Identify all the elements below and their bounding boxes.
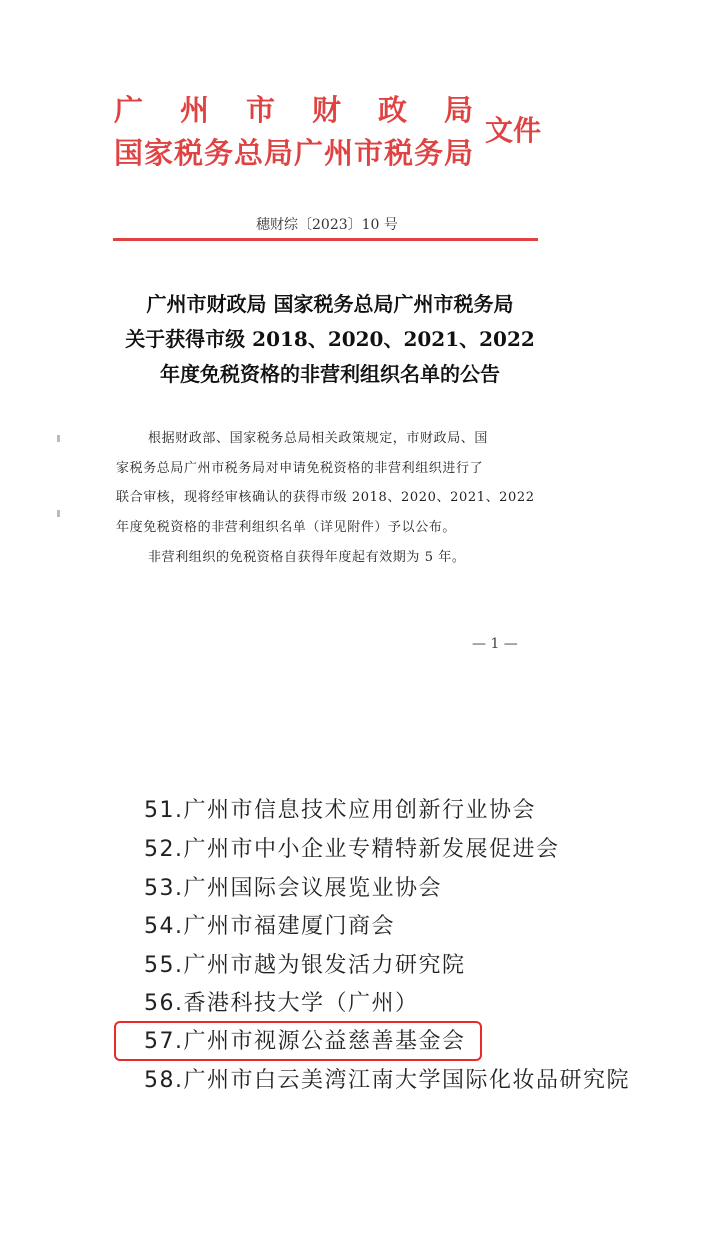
list-item: 51.广州市信息技术应用创新行业协会	[144, 798, 536, 823]
doc-type-label: 文件	[485, 114, 542, 147]
scan-mark	[57, 435, 60, 442]
list-item-highlighted: 57.广州市视源公益慈善基金会	[144, 1029, 466, 1054]
title-line-2: 关于获得市级 2018、2020、2021、2022	[125, 327, 535, 351]
highlight-box	[114, 1021, 482, 1061]
list-item: 58.广州市白云美湾江南大学国际化妆品研究院	[144, 1068, 630, 1093]
validity-paragraph: 非营利组织的免税资格自获得年度起有效期为 5 年。	[148, 550, 466, 565]
title-line-1: 广州市财政局 国家税务总局广州市税务局	[146, 292, 514, 316]
list-item: 54.广州市福建厦门商会	[144, 914, 395, 939]
body-paragraph-line: 根据财政部、国家税务总局相关政策规定，市财政局、国	[148, 431, 489, 446]
issuer-line-tax-bureau: 国家税务总局广州市税务局	[114, 136, 475, 170]
document-number: 穗财综〔2023〕10 号	[256, 217, 398, 233]
list-item: 53.广州国际会议展览业协会	[144, 876, 442, 901]
list-item: 55.广州市越为银发活力研究院	[144, 953, 466, 978]
page-number: — 1 —	[472, 636, 518, 652]
red-divider-line	[113, 238, 538, 241]
issuer-line-finance-bureau: 广州市财政局	[114, 93, 511, 127]
scan-mark	[57, 510, 60, 517]
body-paragraph-line: 联合审核，现将经审核确认的获得市级 2018、2020、2021、2022	[116, 490, 535, 505]
list-item: 56.香港科技大学（广州）	[144, 991, 419, 1016]
body-paragraph-line: 家税务总局广州市税务局对申请免税资格的非营利组织进行了	[116, 461, 484, 476]
title-line-3: 年度免税资格的非营利组织名单的公告	[160, 362, 500, 386]
body-paragraph-line: 年度免税资格的非营利组织名单（详见附件）予以公布。	[116, 520, 457, 535]
list-item: 52.广州市中小企业专精特新发展促进会	[144, 837, 560, 862]
